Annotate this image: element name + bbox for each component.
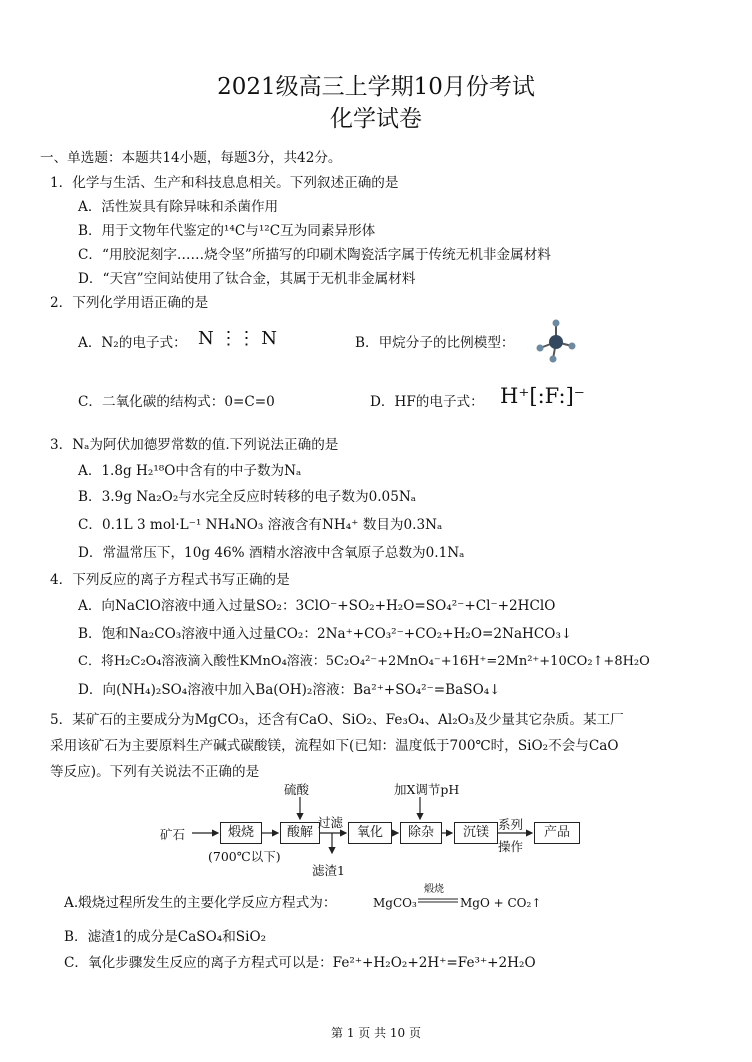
question-4-option-b: B．饱和Na₂CO₃溶液中通入过量CO₂：2Na⁺+CO₃²⁻+CO₂+H₂O=2NaHCO₃↓ <box>78 626 573 642</box>
flow-step-product: 产品 <box>534 822 580 844</box>
question-2-option-b: B．甲烷分子的比例模型： <box>355 335 515 351</box>
flow-step-acidify: 酸解 <box>280 822 320 844</box>
question-5-stem-line2: 采用该矿石为主要原料生产碱式碳酸镁，流程如下(已知：温度低于700℃时，SiO₂不会与CaO <box>50 738 619 754</box>
question-5-stem-line1: 5．某矿石的主要成分为MgCO₃，还含有CaO、SiO₂、Fe₃O₄、Al₂O₃及少量其它杂质。某工厂 <box>50 712 624 728</box>
flow-step-purify: 除杂 <box>400 822 442 844</box>
flow-step-oxidize: 氧化 <box>348 822 392 844</box>
question-2-option-c: C．二氧化碳的结构式：0=C=0 <box>78 394 275 410</box>
question-1-option-c: C．“用胶泥刻字……烧令坚”所描写的印刷术陶瓷活字属于传统无机非金属材料 <box>78 247 551 263</box>
question-3-stem: 3．Nₐ为阿伏加德罗常数的值.下列说法正确的是 <box>50 437 339 453</box>
calcine-eq-condition: 煅烧 <box>424 884 444 895</box>
question-1-option-b: B．用于文物年代鉴定的¹⁴C与¹²C互为同素异形体 <box>78 223 376 239</box>
flow-series-label-1: 系列 <box>498 817 524 832</box>
n2-electron-formula: N ⋮⋮ N <box>198 328 277 349</box>
process-flow-diagram <box>160 782 600 878</box>
question-4-option-d: D．向(NH₄)₂SO₄溶液中加入Ba(OH)₂溶液：Ba²⁺+SO₄²⁻=BaSO₄↓ <box>78 682 501 698</box>
flow-start-label: 矿石 <box>160 827 186 842</box>
question-4-option-a: A．向NaClO溶液中通入过量SO₂：3ClO⁻+SO₂+H₂O=SO₄²⁻+Cl⁻+2HClO <box>78 598 556 614</box>
question-3-option-b: B．3.9g Na₂O₂与水完全反应时转移的电子数为0.05Nₐ <box>78 489 416 505</box>
hf-electron-formula: H⁺[:F:]⁻ <box>500 384 585 408</box>
question-5-option-a: A.煅烧过程所发生的主要化学反应方程式为： <box>64 895 337 911</box>
question-5-stem-line3: 等反应)。下列有关说法不正确的是 <box>50 764 260 780</box>
question-3-option-d: D．常温常压下，10g 46% 酒精水溶液中含氧原子总数为0.1Nₐ <box>78 545 465 561</box>
flow-calcine-note: (700℃以下) <box>208 849 281 864</box>
flow-step-precipitate: 沉镁 <box>454 822 498 844</box>
methane-model-icon <box>533 318 579 364</box>
section-heading: 一、单选题：本题共14小题，每题3分，共42分。 <box>40 150 342 166</box>
calcine-eq-right: MgO + CO₂↑ <box>460 896 542 910</box>
question-1-option-d: D．“天宫”空间站使用了钛合金，其属于无机非金属材料 <box>78 271 416 287</box>
flow-series-label-2: 操作 <box>498 839 524 854</box>
question-1-option-a: A．活性炭具有除异味和杀菌作用 <box>78 199 279 215</box>
exam-title: 2021级高三上学期10月份考试 <box>217 74 535 100</box>
page-footer: 第 1 页 共 10 页 <box>331 1026 421 1040</box>
equation-double-line <box>418 898 458 904</box>
calcine-eq-left: MgCO₃ <box>373 896 417 910</box>
question-4-stem: 4．下列反应的离子方程式书写正确的是 <box>50 572 290 588</box>
question-2-stem: 2．下列化学用语正确的是 <box>50 295 209 311</box>
flow-add-x-label: 加X调节pH <box>394 782 460 797</box>
subject-title: 化学试卷 <box>330 106 422 132</box>
question-4-option-c: C．将H₂C₂O₄溶液滴入酸性KMnO₄溶液：5C₂O₄²⁻+2MnO₄⁻+16H⁺=2Mn²⁺+10CO₂↑+8H₂O <box>78 654 650 669</box>
flow-step-calcine: 煅烧 <box>220 822 262 844</box>
question-3-option-a: A．1.8g H₂¹⁸O中含有的中子数为Nₐ <box>78 463 302 479</box>
flow-acid-input: 硫酸 <box>284 782 310 797</box>
flow-filter-label: 过滤 <box>318 815 344 830</box>
question-5-option-c: C．氧化步骤发生反应的离子方程式可以是：Fe²⁺+H₂O₂+2H⁺=Fe³⁺+2H₂O <box>64 955 536 971</box>
question-5-option-b: B．滤渣1的成分是CaSO₄和SiO₂ <box>64 929 267 945</box>
question-2-option-a: A．N₂的电子式： <box>78 335 187 351</box>
question-3-option-c: C．0.1L 3 mol·L⁻¹ NH₄NO₃ 溶液含有NH₄⁺ 数目为0.3Nₐ <box>78 517 443 533</box>
question-2-option-d: D．HF的电子式： <box>370 394 484 410</box>
flow-residue-label: 滤渣1 <box>312 863 345 878</box>
question-1-stem: 1．化学与生活、生产和科技息息相关。下列叙述正确的是 <box>50 175 399 191</box>
